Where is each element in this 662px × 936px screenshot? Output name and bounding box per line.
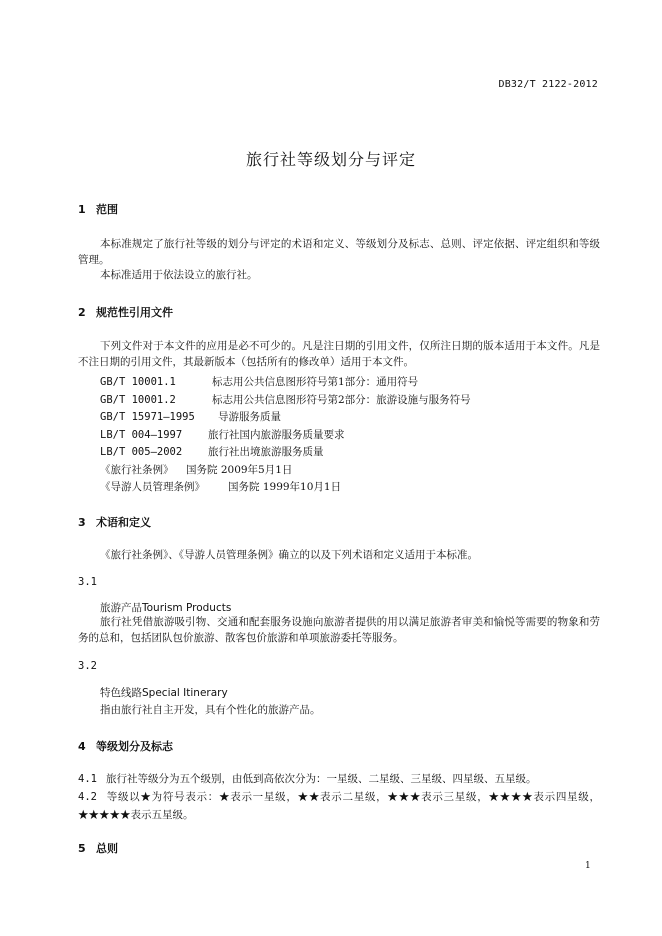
section-number: 3 — [78, 516, 86, 529]
reference-title: 导游服务质量 — [218, 411, 281, 423]
reference-code: LB/T 005—2002 — [100, 446, 183, 458]
term-number: 3.1 — [78, 576, 97, 588]
reference-item — [78, 444, 622, 460]
section-number: 2 — [78, 306, 86, 319]
reference-title: 国务院 1999年10月1日 — [228, 481, 342, 493]
term-number: 3.2 — [78, 660, 97, 672]
section-3-heading — [78, 514, 600, 530]
section-1-paragraph-1: 本标准规定了旅行社等级的划分与评定的术语和定义、等级划分及标志、总则、评定依据、评定组织和等级管理。 — [78, 238, 600, 266]
section-title: 术语和定义 — [96, 516, 151, 529]
clause-4-1 — [78, 770, 600, 788]
section-1-heading — [78, 201, 600, 217]
section-2-heading — [78, 304, 600, 320]
section-number: 1 — [78, 203, 86, 216]
reference-item — [78, 462, 622, 478]
reference-code: GB/T 10001.2 — [100, 394, 176, 406]
standard-code: DB32/T 2122-2012 — [498, 79, 598, 90]
reference-code: GB/T 15971—1995 — [100, 411, 195, 423]
section-title: 规范性引用文件 — [96, 306, 173, 319]
section-number: 4 — [78, 740, 86, 753]
clause-text: 旅行社等级分为五个级别，由低到高依次分为：一星级、二星级、三星级、四星级、五星级。 — [106, 773, 537, 785]
reference-title: 标志用公共信息图形符号第2部分：旅游设施与服务符号 — [212, 394, 471, 406]
section-title: 等级划分及标志 — [96, 740, 173, 753]
term-name: 旅游产品Tourism Products — [100, 602, 232, 614]
section-2-paragraph-1: 下列文件对于本文件的应用是必不可少的。凡是注日期的引用文件，仅所注日期的版本适用于本文件。凡是不注日期的引用文件，其最新版本（包括所有的修改单）适用于本文件。 — [78, 340, 600, 368]
reference-item — [78, 374, 622, 390]
term-definition: 旅行社凭借旅游吸引物、交通和配套服务设施向旅游者提供的用以满足旅游者审美和愉悦等需要的物象和劳务的总和，包括团队包价旅游、散客包价旅游和单项旅游委托等服务。 — [78, 616, 600, 644]
clause-text: 等级以★为符号表示：★表示一星级，★★表示二星级，★★★表示三星级，★★★★表示四星级，★★★★★表示五星级。 — [78, 791, 600, 821]
section-5-heading — [78, 840, 600, 856]
reference-title: 旅行社国内旅游服务质量要求 — [208, 429, 345, 441]
section-title: 总则 — [96, 842, 118, 855]
reference-code: 《旅行社条例》 — [100, 464, 174, 476]
reference-item — [78, 392, 622, 408]
reference-item — [78, 479, 622, 495]
term-definition: 指由旅行社自主开发，具有个性化的旅游产品。 — [100, 704, 321, 716]
clause-number: 4.2 — [78, 791, 97, 803]
reference-code: LB/T 004—1997 — [100, 429, 183, 441]
section-3-paragraph-1: 《旅行社条例》、《导游人员管理条例》确立的以及下列术语和定义适用于本标准。 — [100, 549, 478, 561]
section-number: 5 — [78, 842, 86, 855]
reference-code: 《导游人员管理条例》 — [100, 481, 205, 493]
reference-title: 旅行社出境旅游服务质量 — [208, 446, 324, 458]
section-1-paragraph-2: 本标准适用于依法设立的旅行社。 — [100, 269, 258, 281]
clause-4-2 — [78, 788, 600, 824]
reference-title: 国务院 2009年5月1日 — [186, 464, 293, 476]
reference-item — [78, 427, 622, 443]
term-name: 特色线路Special Itinerary — [100, 687, 228, 699]
reference-item — [78, 409, 622, 425]
section-title: 范围 — [96, 203, 118, 216]
document-title: 旅行社等级划分与评定 — [245, 150, 416, 169]
section-4-heading — [78, 738, 600, 754]
page-number: 1 — [585, 861, 591, 871]
reference-title: 标志用公共信息图形符号第1部分：通用符号 — [212, 376, 419, 388]
clause-number: 4.1 — [78, 773, 97, 785]
reference-code: GB/T 10001.1 — [100, 376, 176, 388]
